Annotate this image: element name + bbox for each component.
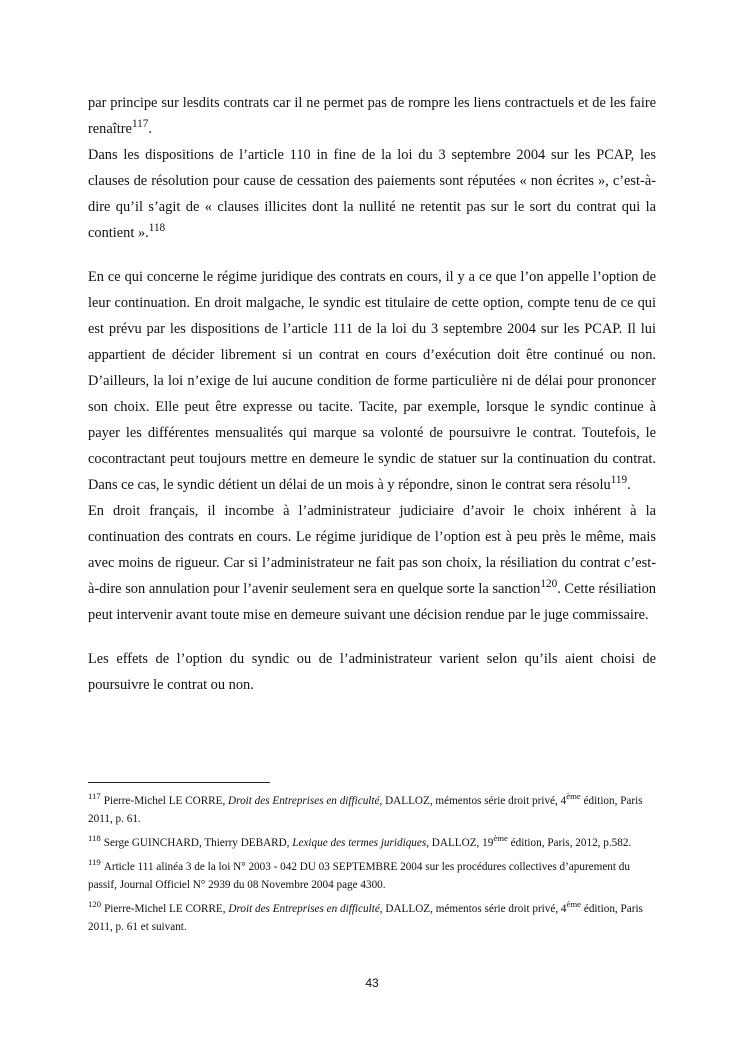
body-text xyxy=(88,90,656,698)
paragraph-4: En droit français, il incombe à l’administrateur judiciaire d’avoir le choix inhérent à la continuation des contrats en cours. Le régime juridique de l’option est à peu près le même, mais avec moins de rigueur. Car si l’administrateur ne fait pas son choix, la résiliation du contrat c’est-à-dire son annulation pour l’avenir seulement sera en quelque sorte la sanction$^{120}$. Cette résiliation peut intervenir avant toute mise en demeure suivant une décision rendue par le juge commissaire. xyxy=(88,503,656,623)
footnote-separator xyxy=(88,782,270,783)
footnote-ref-119: 119 xyxy=(610,473,628,486)
footnote-ref-118: 118 xyxy=(148,221,166,234)
page-number: 43 xyxy=(365,976,379,990)
footnote-120: $^{120}$ Pierre-Michel LE CORRE, Droit des Entreprises en difficulté, DALLOZ, mémentos série droit privé, 4ème édition, Paris 2011, p. 61 et suivant. xyxy=(88,899,643,933)
footnote-118: $^{118}$ Serge GUINCHARD, Thierry DEBARD, Lexique des termes juridiques, DALLOZ, 19ème édition, Paris, 2012, p.582. xyxy=(88,833,632,849)
paragraph-2: Dans les dispositions de l’article 110 in fine de la loi du 3 septembre 2004 sur les PCAP, les clauses de résolution pour cause de cessation des paiements sont réputées « non écrites », c’est-à-dire qu’il s’agit de « clauses illicites dont la nullité ne retentit pas sur le sort du contrat qui la contient ».$^{118}$ xyxy=(88,147,656,241)
paragraph-3: En ce qui concerne le régime juridique des contrats en cours, il y a ce que l’on appelle l’option de leur continuation. En droit malgache, le syndic est titulaire de cette option, compte tenu de ce qui est prévu par les dispositions de l’article 111 de la loi du 3 septembre 2004 sur les PCAP. Il lui appartient de décider librement si un contrat en cours d’exécution doit être continué ou non. D’ailleurs, la loi n’exige de lui aucune condition de forme particulière ni de délai pour prononcer son choix. Elle peut être expresse ou tacite. Tacite, par exemple, lorsque le syndic continue à payer les différentes mensualités qui marque sa volonté de poursuivre le contrat. Toutefois, le cocontractant peut toujours mettre en demeure le syndic de statuer sur la continuation du contrat. Dans ce cas, le syndic détient un délai de un mois à y répondre, sinon le contrat sera résolu$^{119}$. xyxy=(88,269,656,493)
footnote-ref-120: 120 xyxy=(540,577,558,590)
footnote-117: $^{117}$ Pierre-Michel LE CORRE, Droit des Entreprises en difficulté, DALLOZ, mémentos série droit privé, 4ème édition, Paris 2011, p. 61. xyxy=(88,791,643,825)
footnote-119: $^{119}$ Article 111 alinéa 3 de la loi N° 2003 - 042 DU 03 SEPTEMBRE 2004 sur les procédures collectives d’apurement du passif, Journal Officiel N° 2939 du 08 Novembre 2004 page 4300. xyxy=(88,857,630,891)
paragraph-5: Les effets de l’option du syndic ou de l’administrateur varient selon qu’ils aient choisi de poursuivre le contrat ou non. xyxy=(88,651,656,693)
paragraph-1: par principe sur lesdits contrats car il ne permet pas de rompre les liens contractuels et de les faire renaître$^{117}$. xyxy=(88,95,656,137)
footnote-ref-117: 117 xyxy=(131,117,149,130)
footnotes xyxy=(88,792,656,942)
